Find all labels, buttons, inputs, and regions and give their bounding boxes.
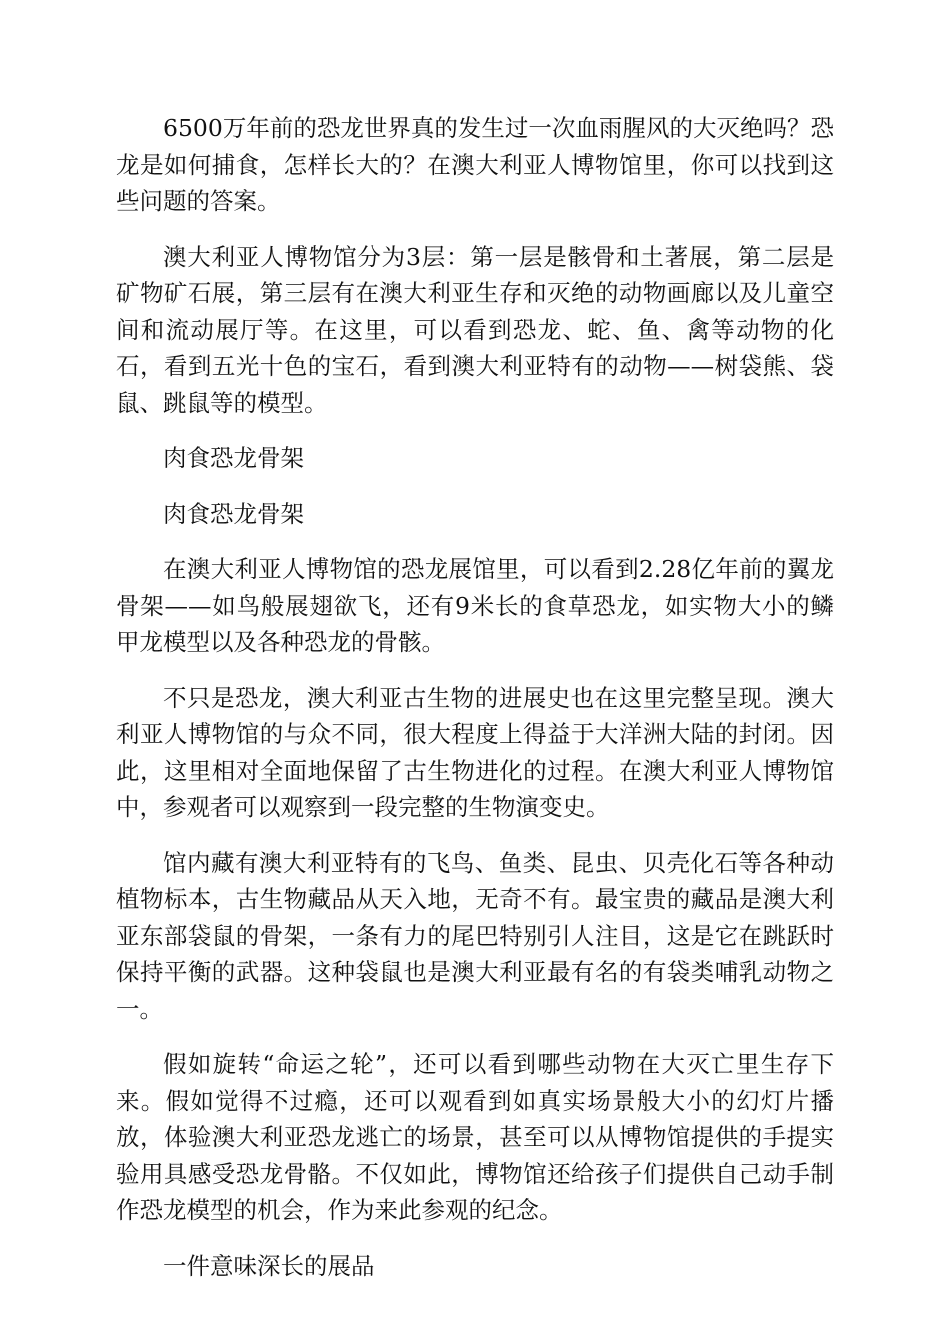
paragraph-collection: 馆内藏有澳大利亚特有的飞鸟、鱼类、昆虫、贝壳化石等各种动植物标本，古生物藏品从天入地，无奇不有。最宝贵的藏品是澳大利亚东部袋鼠的骨架，一条有力的尾巴特别引人注目，这是它在跳跃时保持平衡的武器。这种袋鼠也是澳大利亚最有名的有袋类哺乳动物之一。 bbox=[116, 848, 834, 1023]
paragraph-evolution: 不只是恐龙，澳大利亚古生物的进展史也在这里完整呈现。澳大利亚人博物馆的与众不同，很大程度上得益于大洋洲大陆的封闭。因此，这里相对全面地保留了古生物进化的过程。在澳大利亚人博物馆中，参观者可以观察到一段完整的生物演变史。 bbox=[116, 683, 834, 821]
paragraph-wheel-of-fate: 假如旋转“命运之轮”，还可以看到哪些动物在大灭亡里生存下来。假如觉得不过瘾，还可以观看到如真实场景般大小的幻灯片播放，体验澳大利亚恐龙逃亡的场景，甚至可以从博物馆提供的手提实验用具感受恐龙骨骼。不仅如此，博物馆还给孩子们提供自己动手制作恐龙模型的机会，作为来此参观的纪念。 bbox=[116, 1050, 834, 1224]
caption-carnivore-skeleton-repeat: 肉食恐龙骨架 bbox=[163, 499, 304, 528]
paragraph-intro: 6500万年前的恐龙世界真的发生过一次血雨腥风的大灭绝吗？恐龙是如何捕食，怎样长大的？在澳大利亚人博物馆里，你可以找到这些问题的答案。 bbox=[116, 114, 834, 215]
section-heading-exhibit: 一件意味深长的展品 bbox=[163, 1251, 375, 1280]
paragraph-dinosaur-hall: 在澳大利亚人博物馆的恐龙展馆里，可以看到2.28亿年前的翼龙骨架——如鸟般展翅欲飞，还有9米长的食草恐龙，如实物大小的鳞甲龙模型以及各种恐龙的骨骸。 bbox=[116, 555, 834, 656]
caption-carnivore-skeleton: 肉食恐龙骨架 bbox=[163, 444, 304, 472]
document-body bbox=[116, 110, 834, 1303]
paragraph-floors: 澳大利亚人博物馆分为3层：第一层是骸骨和土著展，第二层是矿物矿石展，第三层有在澳大利亚生存和灭绝的动物画廊以及儿童空间和流动展厅等。在这里，可以看到恐龙、蛇、鱼、禽等动物的化石，看到五光十色的宝石，看到澳大利亚特有的动物——树袋熊、袋鼠、跳鼠等的模型。 bbox=[116, 242, 834, 417]
